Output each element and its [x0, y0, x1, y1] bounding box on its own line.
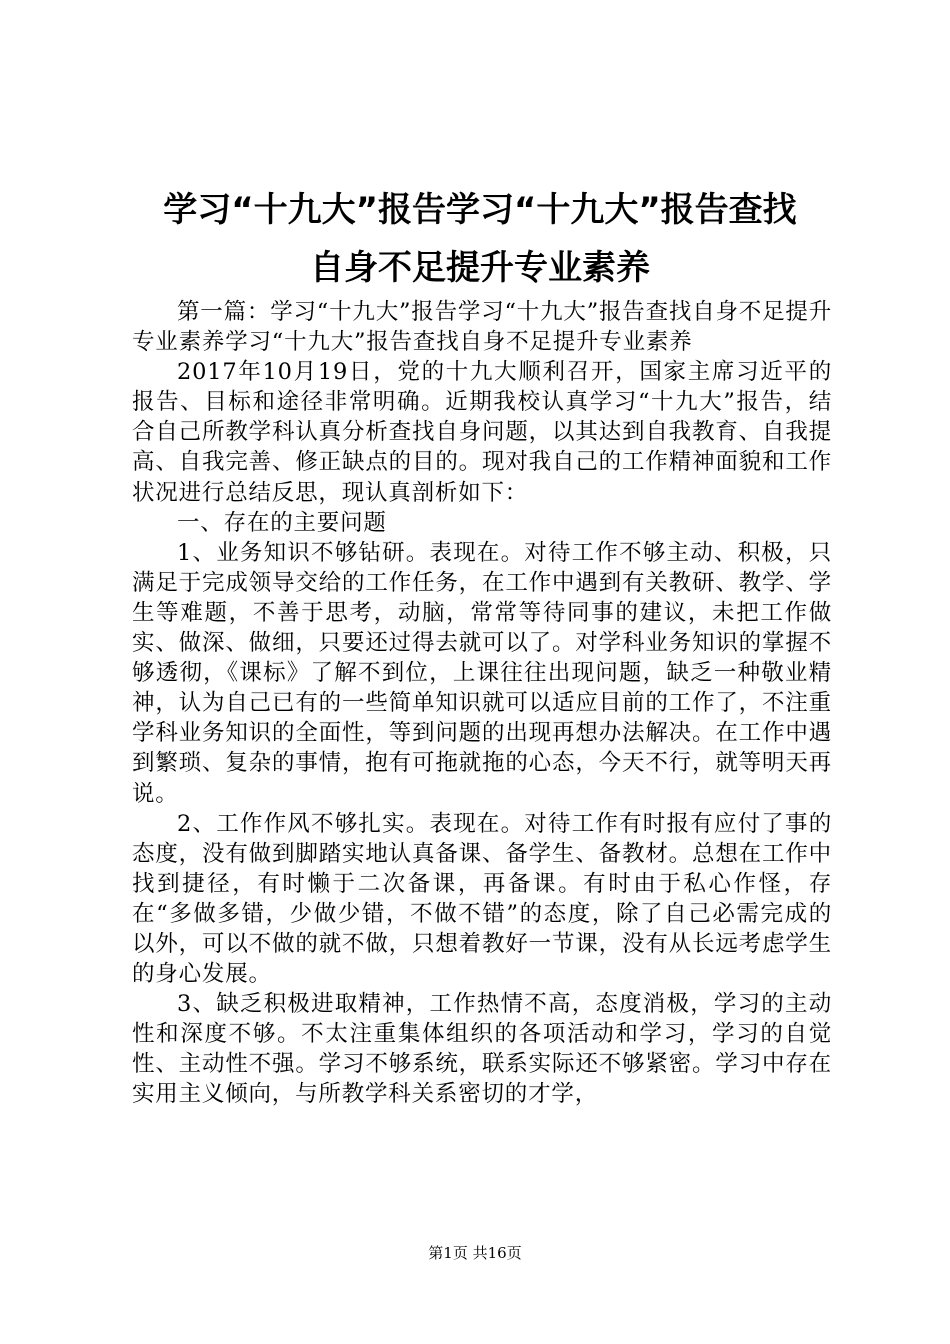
page-number-footer: 第1页 共16页: [428, 1244, 522, 1262]
document-title-line-1: 学习“十九大”报告学习“十九大”报告查找: [163, 190, 797, 230]
paragraph-problem-2: 2、工作作风不够扎实。表现在。对待工作有时报有应付了事的态度，没有做到脚踏实地认真备课、备学生、备教材。总想在工作中找到捷径，有时懒于二次备课，再备课。有时由于私心作怪，存在“多做多错，少做少错，不做不错”的态度，除了自己必需完成的以外，可以不做的就不做，只想着教好一节课，没有从长远考虑学生的身心发展。: [132, 810, 832, 988]
document-body: [132, 297, 832, 1110]
paragraph-problem-3: 3、缺乏积极进取精神，工作热情不高，态度消极，学习的主动性和深度不够。不太注重集体组织的各项活动和学习，学习的自觉性、主动性不强。学习不够系统，联系实际还不够紧密。学习中存在实用主义倾向，与所教学科关系密切的才学，: [132, 991, 832, 1108]
paragraph-section-heading-problems: 一、存在的主要问题: [177, 509, 387, 536]
paragraph-first-chapter-heading: 第一篇：学习“十九大”报告学习“十九大”报告查找自身不足提升专业素养学习“十九大”报告查找自身不足提升专业素养: [132, 299, 833, 356]
paragraph-problem-1: 1、业务知识不够钻研。表现在。对待工作不够主动、积极，只满足于完成领导交给的工作任务，在工作中遇到有关教研、教学、学生等难题，不善于思考，动脑，常常等待同事的建议，未把工作做实、做深、做细，只要还过得去就可以了。对学科业务知识的掌握不够透彻，《课标》了解不到位，上课往往出现问题，缺乏一种敬业精神，认为自己已有的一些简单知识就可以适应目前的工作了，不注重学科业务知识的全面性，等到问题的出现再想办法解决。在工作中遇到繁琐、复杂的事情，抱有可拖就拖的心态，今天不行，就等明天再说。: [132, 539, 832, 807]
paragraph-introduction: 2017年10月19日，党的十九大顺利召开，国家主席习近平的报告、目标和途径非常明确。近期我校认真学习“十九大”报告，结合自己所教学科认真分析查找自身问题，以其达到自我教育、自我提高、自我完善、修正缺点的目的。现对我自己的工作精神面貌和工作状况进行总结反思，现认真剖析如下：: [132, 359, 832, 506]
document-title-line-2: 自身不足提升专业素养: [310, 248, 650, 288]
